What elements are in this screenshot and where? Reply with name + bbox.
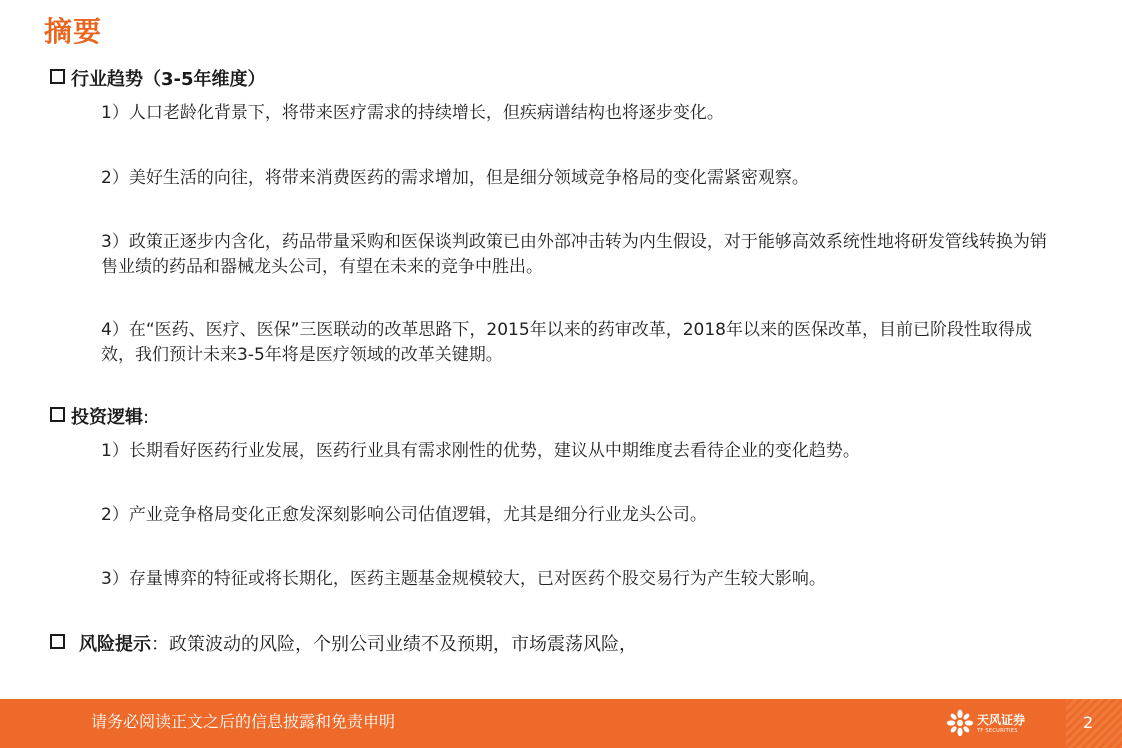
disclaimer-text: 请务必阅读正文之后的信息披露和免责申明: [91, 712, 396, 731]
risk-warning: [50, 632, 637, 658]
list-item: 3）存量博弈的特征或将长期化，医药主题基金规模较大，已对医药个股交易行为产生较大影响。: [101, 569, 826, 589]
list-item: 2）美好生活的向往，将带来消费医药的需求增加，但是细分领域竞争格局的变化需紧密观察。: [101, 168, 809, 188]
page-title: 摘要: [44, 15, 103, 48]
checkbox-square-icon: [50, 407, 65, 422]
checkbox-square-icon: [50, 634, 65, 649]
footer-bar: [0, 699, 1122, 748]
logo-name: 天风证券: [977, 713, 1026, 727]
risk-text: 政策波动的风险，个别公司业绩不及预期，市场震荡风险，: [169, 634, 637, 655]
section-heading-text: 投资逻辑: [71, 407, 143, 428]
list-item: 1）长期看好医药行业发展，医药行业具有需求刚性的优势，建议从中期维度去看待企业的变化趋势。: [101, 441, 860, 461]
decorative-stripe: [1066, 699, 1122, 748]
risk-label: 风险提示: [79, 634, 151, 655]
checkbox-square-icon: [50, 69, 65, 84]
list-item: 3）政策正逐步内含化，药品带量采购和医保谈判政策已由外部冲击转为内生假设，对于能够高效系统性地将研发管线转换为销售业绩的药品和器械龙头公司，有望在未来的竞争中胜出。: [101, 232, 1047, 277]
page-number: 2: [1083, 713, 1094, 732]
section-heading-industry-trend: [50, 67, 266, 93]
list-item: 2）产业竞争格局变化正愈发深刻影响公司估值逻辑，尤其是细分行业龙头公司。: [101, 505, 707, 525]
company-logo: [946, 709, 1036, 739]
flower-logo-icon: [946, 709, 974, 737]
heading-separator: :: [143, 407, 150, 428]
list-item: 1）人口老龄化背景下，将带来医疗需求的持续增长，但疾病谱结构也将逐步变化。: [101, 103, 724, 123]
list-item: 4）在“医药、医疗、医保”三医联动的改革思路下，2015年以来的药审改革，2018年以来的医保改革，目前已阶段性取得成效，我们预计未来3-5年将是医疗领域的改革关键期。: [101, 320, 1032, 365]
section-heading-investment-logic: [50, 405, 149, 431]
risk-separator: ：: [151, 634, 169, 655]
section-heading-text: 行业趋势（3-5年维度）: [71, 69, 266, 90]
logo-subtitle: TF SECURITIES: [977, 728, 1018, 734]
